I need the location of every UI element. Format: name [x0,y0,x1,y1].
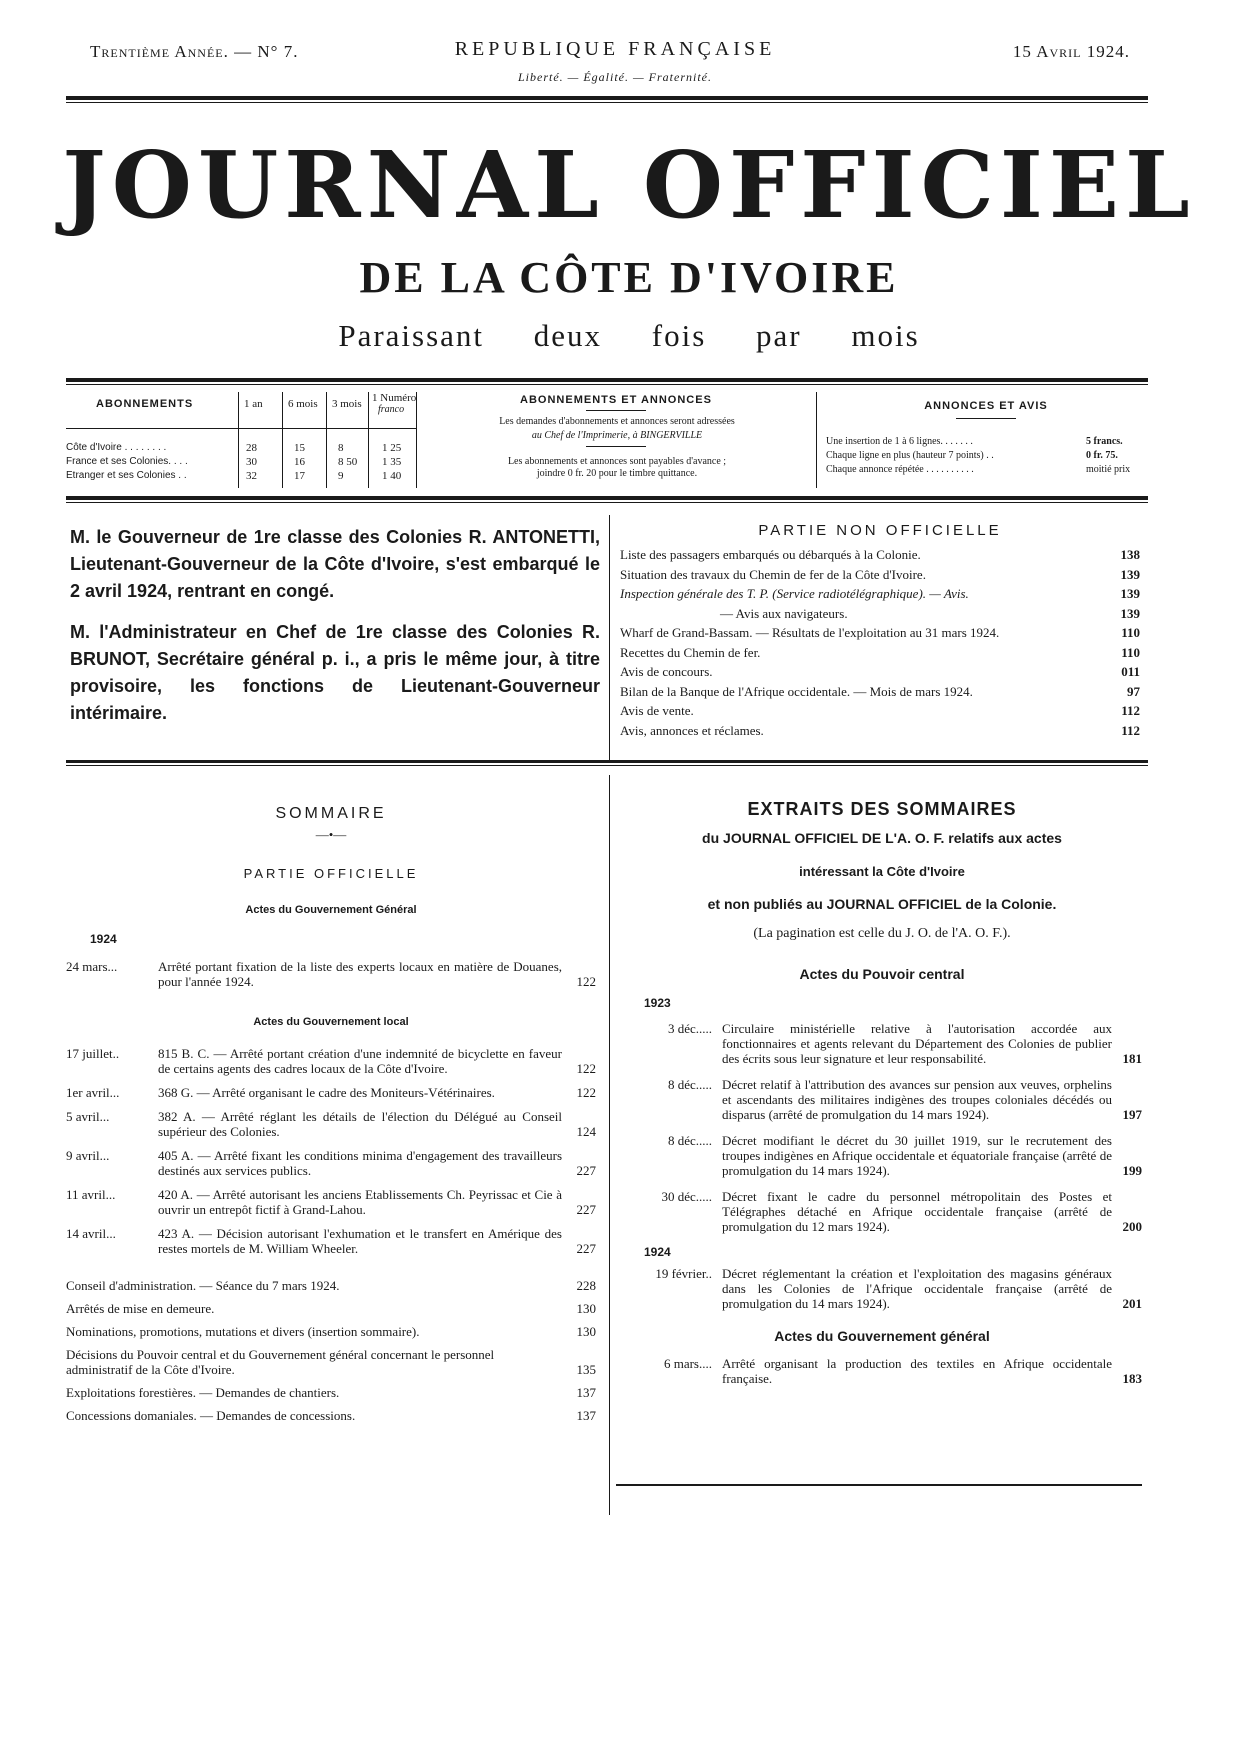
subs-col-numero-sub: franco [378,404,405,415]
extraits-line: du JOURNAL OFFICIEL DE L'A. O. F. relatifs aux actes [702,830,1062,846]
list-item [620,565,1140,585]
top-rule [66,96,1148,100]
section-rule [66,760,1148,763]
pno-page: 138 [1120,547,1140,562]
list-item [622,1133,1142,1178]
pno-label: — Avis aux navigateurs. [720,605,848,621]
entry-date: 11 avril... [66,1187,116,1202]
list-item [622,1077,1142,1122]
subs-mid-text: joindre 0 fr. 20 pour le timbre quittance. [536,468,698,479]
entry-date: 30 déc..... [661,1189,712,1204]
pouvoir-central-title: Actes du Pouvoir central [799,966,965,982]
table-bottom-rule [66,496,1148,500]
republic-title: REPUBLIQUE FRANÇAISE [454,38,776,60]
pno-page: 110 [1121,625,1140,640]
pno-page: 112 [1121,703,1140,718]
subs-cell: 1 35 [382,456,402,468]
list-item [66,959,596,989]
column-divider [609,515,610,760]
entry-page: 197 [1122,1107,1142,1122]
entry-date: 8 déc..... [667,1133,712,1148]
pno-page: 112 [1121,722,1140,738]
subscription-table [66,392,1148,488]
subs-header-rule [66,428,416,429]
subs-divider [368,392,369,488]
masthead-subtitle: DE LA CÔTE D'IVOIRE [359,253,899,302]
masthead-title: JOURNAL OFFICIEL [62,131,1196,239]
entry-page: 199 [1122,1163,1142,1178]
list-item [620,623,1140,643]
subs-row-label: Côte d'Ivoire . . . . . . . . [66,442,167,453]
entry-page: 135 [576,1362,596,1377]
pno-label: Avis de vente. [620,703,694,718]
subs-divider [416,392,417,488]
list-item [620,643,1140,663]
pno-label: Inspection générale des T. P. (Service radiotélégraphique). — Avis. [620,586,969,601]
list-item [66,1148,596,1178]
entry-text: Exploitations forestières. — Demandes de chantiers. [66,1385,340,1400]
entry-page: 183 [1122,1371,1142,1386]
subs-cell: 1 40 [382,470,402,482]
subs-right-label: Chaque ligne en plus (hauteur 7 points) . . [826,450,994,461]
entry-text: Décret modifiant le décret du 30 juillet 1919, sur le recrutement des troupes indigènes en Afrique occidentale et équatoriale française (arrêté de promulgation du 14 mars 1924). [722,1133,1112,1178]
government-notice [70,524,600,741]
motto: Liberté. — Égalité. — Fraternité. [518,70,712,84]
subs-right-label: Chaque annonce répétée . . . . . . . . . . [826,464,974,475]
pno-page: 139 [1120,605,1140,621]
pno-label: Bilan de la Banque de l'Afrique occidentale. — Mois de mars 1924. [620,683,973,699]
list-item [620,721,1140,741]
list-item [620,584,1140,604]
list-item [66,1324,596,1339]
list-item [622,1021,1142,1066]
list-item [66,1187,596,1217]
entry-text: Arrêté organisant la production des textiles en Afrique occidentale française. [722,1356,1112,1386]
section-rule-thin [66,765,1148,766]
notice-paragraph: M. le Gouverneur de 1re classe des Colonies R. ANTONETTI, Lieutenant-Gouverneur de la Côte d'Ivoire, s'est embarqué le 2 avril 1924, rentrant en congé. [70,527,600,601]
table-top-rule-thin [66,384,1148,385]
actes-gg-title: Actes du Gouvernement Général [245,904,417,916]
entry-page: 227 [576,1202,596,1217]
entry-text: Décisions du Pouvoir central et du Gouvernement général concernant le personnel administratif de la Côte d'Ivoire. [66,1347,495,1377]
top-rule-thin [66,102,1148,103]
list-item [66,1347,596,1377]
extraits-line: (La pagination est celle du J. O. de l'A. O. F.). [753,926,1011,941]
table-bottom-rule-thin [66,502,1148,503]
subs-cell: 28 [246,442,257,454]
subs-mid-text: Les abonnements et annonces sont payables d'avance ; [507,456,727,467]
pno-label: Situation des travaux du Chemin de fer de la Côte d'Ivoire. [620,566,926,582]
subs-divider [282,392,283,488]
partie-non-officielle [620,522,1140,740]
partie-officielle-title: PARTIE OFFICIELLE [243,866,419,881]
entry-text: 420 A. — Arrêté autorisant les anciens Etablissements Ch. Peyrissac et Cie à ouvrir un entrepôt fictif à Grand-Lahou. [158,1187,562,1217]
gouv-general-title: Actes du Gouvernement général [774,1328,990,1344]
list-item [620,662,1140,682]
entry-date: 24 mars... [66,959,118,974]
issue-date: 15 Avril 1924. [1012,42,1130,61]
subs-cell: 9 [338,470,344,482]
entry-text: 423 A. — Décision autorisant l'exhumation et le transfert en Amérique des restes mortels de M. William Wheeler. [158,1226,562,1256]
year-label: 1924 [90,932,117,946]
subs-cell: 8 [338,442,344,454]
subs-cell: 8 50 [338,456,358,468]
pno-title: PARTIE NON OFFICIELLE [758,522,1002,539]
year-label: 1923 [644,996,671,1010]
list-item [620,701,1140,721]
entry-date: 1er avril... [66,1085,120,1100]
year-label: 1924 [644,1245,671,1259]
subs-mid-rule [586,446,646,447]
subs-mid-text: Les demandes d'abonnements et annonces seront adressées [499,416,735,427]
list-item [66,1385,596,1400]
entry-page: 130 [576,1301,596,1316]
subs-col-6mois: 6 mois [288,398,318,410]
subs-cell: 16 [294,456,305,468]
actes-gl-title: Actes du Gouvernement local [253,1016,409,1028]
extraits-end-rule [616,1484,1142,1486]
sommaire [66,806,596,1431]
pno-page: 110 [1121,644,1140,660]
subs-divider [238,392,239,488]
pno-label: Wharf de Grand-Bassam. — Résultats de l'exploitation au 31 mars 1924. [620,625,1000,640]
subs-mid-header: ABONNEMENTS ET ANNONCES [520,394,712,406]
subs-right-price: 0 fr. 75. [1086,450,1118,461]
entry-page: 200 [1122,1219,1142,1234]
entry-text: 368 G. — Arrêté organisant le cadre des Moniteurs-Vétérinaires. [158,1085,495,1100]
list-item [66,1085,596,1100]
entry-text: Nominations, promotions, mutations et divers (insertion sommaire). [66,1324,420,1339]
table-top-rule [66,378,1148,382]
entry-text: Décret relatif à l'attribution des avances sur pension aux veuves, orphelins et ascendants des militaires indigènes des troupes coloniales décédés ou disparus (arrêté de promulgation du 14 mars 1924). [722,1077,1112,1122]
pno-label: Liste des passagers embarqués ou débarqués à la Colonie. [620,547,921,562]
entry-text: Décret fixant le cadre du personnel métropolitain des Postes et Télégraphes détaché en Afrique occidentale française (arrêté de promulgation du 12 mars 1924). [722,1189,1112,1234]
sommaire-ornament: —•— [315,827,347,842]
list-item [66,1408,596,1423]
entry-text: 815 B. C. — Arrêté portant création d'une indemnité de bicyclette en faveur de certains agents des cadres locaux de la Côte d'Ivoire. [158,1046,562,1076]
subs-col-3mois: 3 mois [332,398,362,410]
subs-row-label: Etranger et ses Colonies . . [66,470,187,481]
entry-text: 405 A. — Arrêté fixant les conditions minima d'engagement des travailleurs destinés aux services publics. [158,1148,562,1178]
entry-text: Décret réglementant la création et l'exploitation des magasins généraux dans les Colonies de l'Afrique occidentale française (arrêté de promulgation du 14 mars 1924). [722,1266,1112,1311]
subs-right-rule [956,418,1016,419]
list-item [66,1301,596,1316]
entry-date: 5 avril... [66,1109,110,1124]
entry-date: 17 juillet.. [66,1046,120,1061]
subs-right-label: Une insertion de 1 à 6 lignes. . . . . . . [826,436,973,447]
entry-text: Concessions domaniales. — Demandes de concessions. [66,1408,356,1423]
subs-cell: 32 [246,470,257,482]
entry-date: 8 déc..... [667,1077,712,1092]
entry-page: 124 [576,1124,596,1139]
list-item [66,1046,596,1076]
extraits-line: intéressant la Côte d'Ivoire [799,864,965,879]
extraits-line: et non publiés au JOURNAL OFFICIEL de la Colonie. [707,896,1057,912]
entry-text: Arrêtés de mise en demeure. [66,1301,215,1316]
list-item [66,1109,596,1139]
entry-page: 137 [576,1385,596,1400]
entry-text: Circulaire ministérielle relative à l'autorisation accordée aux fonctionnaires et agents relevant du Département des Colonies de publier des écrits sous leur signature et leur responsabilité. [722,1021,1112,1066]
entry-date: 3 déc..... [667,1021,712,1036]
list-item [66,1226,596,1256]
list-item [622,1266,1142,1311]
top-strip [90,38,1130,66]
entry-text: Conseil d'administration. — Séance du 7 mars 1924. [66,1278,340,1293]
entry-page: 227 [576,1241,596,1256]
pno-label: Avis de concours. [620,664,713,679]
entry-date: 14 avril... [66,1226,116,1241]
subs-right-price: 5 francs. [1086,436,1123,447]
entry-text: Arrêté portant fixation de la liste des experts locaux en matière de Douanes, pour l'année 1924. [158,959,562,989]
notice-paragraph: M. l'Administrateur en Chef de 1re classe des Colonies R. BRUNOT, Secrétaire général p. i., a pris le même jour, à titre provisoire, les fonctions de Lieutenant-Gouverneur intérimaire. [70,622,600,723]
subs-divider [816,392,817,488]
subs-mid-text: au Chef de l'Imprimerie, à BINGERVILLE [531,430,703,441]
pno-label: Avis, annonces et réclames. [620,722,764,738]
entry-date: 9 avril... [66,1148,110,1163]
subs-divider [326,392,327,488]
list-item [66,1278,596,1293]
entry-page: 122 [576,1085,596,1100]
subs-right-price: moitié prix [1086,464,1131,475]
list-item [620,604,1140,624]
entry-page: 228 [576,1278,596,1293]
pno-page: 139 [1120,586,1140,601]
list-item [620,682,1140,702]
entry-page: 201 [1122,1296,1142,1311]
pno-page: 97 [1127,683,1140,699]
list-item [620,545,1140,565]
subs-col-numero: 1 Numéro [372,392,417,404]
entry-date: 6 mars.... [663,1356,712,1371]
pno-page: 011 [1121,664,1140,679]
sommaire-title: SOMMAIRE [275,805,387,822]
issue-number: Trentième Année. — N° 7. [90,42,299,61]
extraits-des-sommaires [622,799,1142,1397]
pno-label: Recettes du Chemin de fer. [620,644,761,660]
entry-page: 227 [576,1163,596,1178]
subs-mid-rule [586,410,646,411]
column-divider [609,775,610,1515]
entry-page: 130 [576,1324,596,1339]
subs-cell: 30 [246,456,257,468]
list-item [622,1356,1142,1386]
pno-page: 139 [1120,566,1140,582]
subs-cell: 15 [294,442,305,454]
subs-header: ABONNEMENTS [96,398,194,410]
subs-col-1an: 1 an [244,398,263,410]
entry-page: 137 [576,1408,596,1423]
subs-row-label: France et ses Colonies. . . . [66,456,188,467]
entry-page: 122 [576,1061,596,1076]
subs-cell: 17 [294,470,305,482]
subs-cell: 1 25 [382,442,402,454]
entry-date: 19 février.. [655,1266,712,1281]
list-item [622,1189,1142,1234]
subs-right-header: ANNONCES ET AVIS [924,400,1048,412]
masthead-tagline: Paraissant deux fois par mois [338,318,920,353]
entry-page: 181 [1122,1051,1142,1066]
extraits-title: EXTRAITS DES SOMMAIRES [747,799,1017,819]
entry-text: 382 A. — Arrêté réglant les détails de l'élection du Délégué au Conseil supérieur des Colonies. [158,1109,562,1139]
entry-page: 122 [576,974,596,989]
